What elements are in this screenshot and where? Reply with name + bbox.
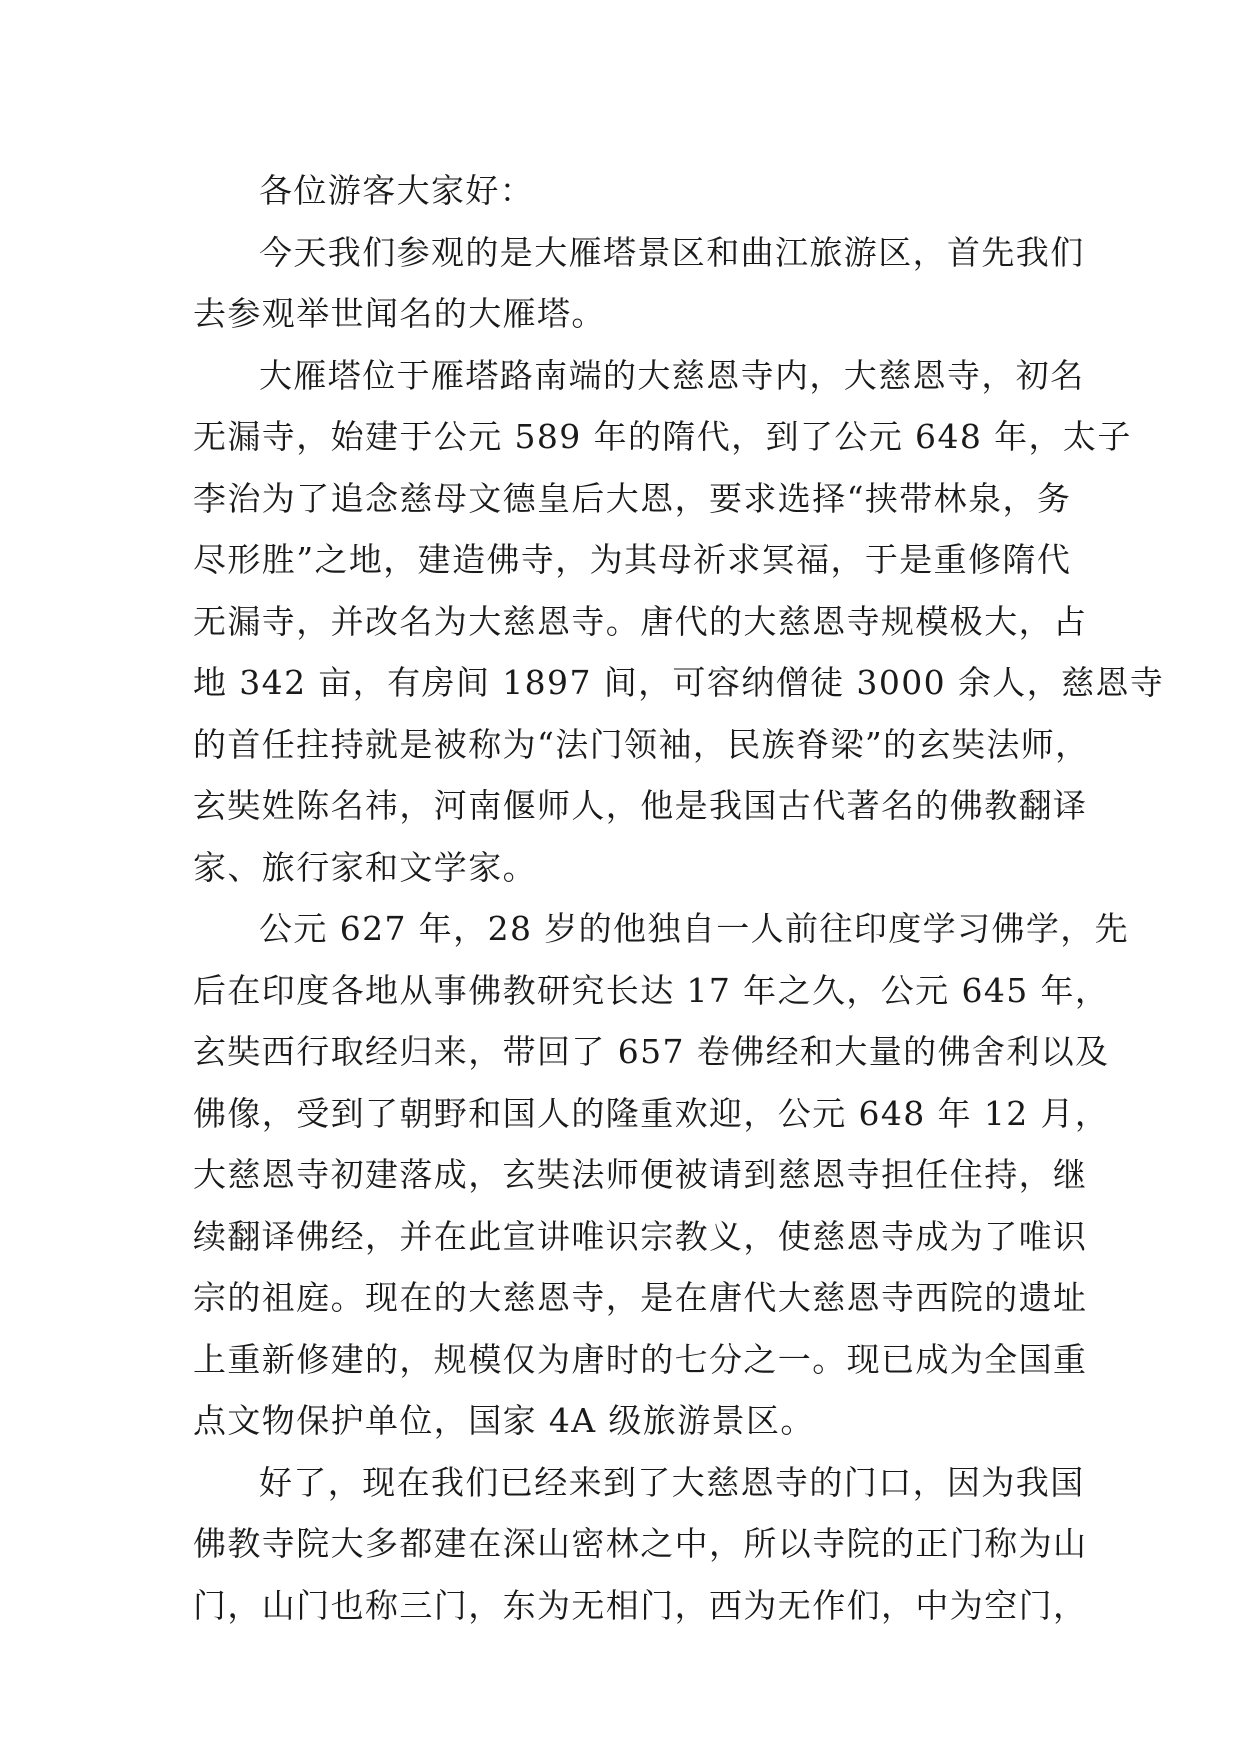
text-line: 去参观举世闻名的大雁塔。 [193,294,606,333]
text-line: 无漏寺，始建于公元 589 年的隋代，到了公元 648 年，太子 [193,417,1132,456]
text-line: 宗的祖庭。现在的大慈恩寺，是在唐代大慈恩寺西院的遗址 [193,1278,1088,1317]
text-line: 的首任拄持就是被称为“法门领袖，民族脊梁”的玄奘法师， [193,724,1090,764]
text-line: 点文物保护单位，国家 4A 级旅游景区。 [193,1401,815,1440]
text-line: 各位游客大家好： [259,171,535,210]
text-line: 后在印度各地从事佛教研究长达 17 年之久，公元 645 年， [193,970,1110,1010]
text-line: 门，山门也称三门，东为无相门，西为无作们，中为空门， [193,1585,1088,1625]
text-line: 上重新修建的，规模仅为唐时的七分之一。现已成为全国重 [193,1339,1088,1379]
text-line: 今天我们参观的是大雁塔景区和曲江旅游区，首先我们 [259,232,1085,272]
text-line: 无漏寺，并改名为大慈恩寺。唐代的大慈恩寺规模极大，占 [193,601,1088,641]
text-line: 大慈恩寺初建落成，玄奘法师便被请到慈恩寺担任住持，继 [193,1155,1088,1194]
text-line: 佛像，受到了朝野和国人的隆重欢迎，公元 648 年 12 月， [193,1093,1110,1133]
text-line: 家、旅行家和文学家。 [193,847,537,887]
text-line: 尽形胜”之地，建造佛寺，为其母祈求冥福，于是重修隋代 [193,540,1072,579]
text-line: 玄奘姓陈名祎，河南偃师人，他是我国古代著名的佛教翻译 [193,786,1088,825]
text-line: 李治为了追念慈母文德皇后大恩，要求选择“挟带林泉，务 [193,478,1072,518]
text-line: 地 342 亩，有房间 1897 间，可容纳僧徒 3000 余人，慈恩寺 [193,663,1165,702]
text-line: 好了，现在我们已经来到了大慈恩寺的门口，因为我国 [259,1462,1085,1502]
text-line: 大雁塔位于雁塔路南端的大慈恩寺内，大慈恩寺，初名 [259,355,1085,395]
text-line: 玄奘西行取经归来，带回了 657 卷佛经和大量的佛舍利以及 [193,1032,1110,1071]
text-line: 续翻译佛经，并在此宣讲唯识宗教义，使慈恩寺成为了唯识 [193,1216,1088,1256]
text-line: 佛教寺院大多都建在深山密林之中，所以寺院的正门称为山 [193,1524,1088,1563]
text-line: 公元 627 年，28 岁的他独自一人前往印度学习佛学，先 [259,909,1130,948]
document-body [193,160,1165,1636]
